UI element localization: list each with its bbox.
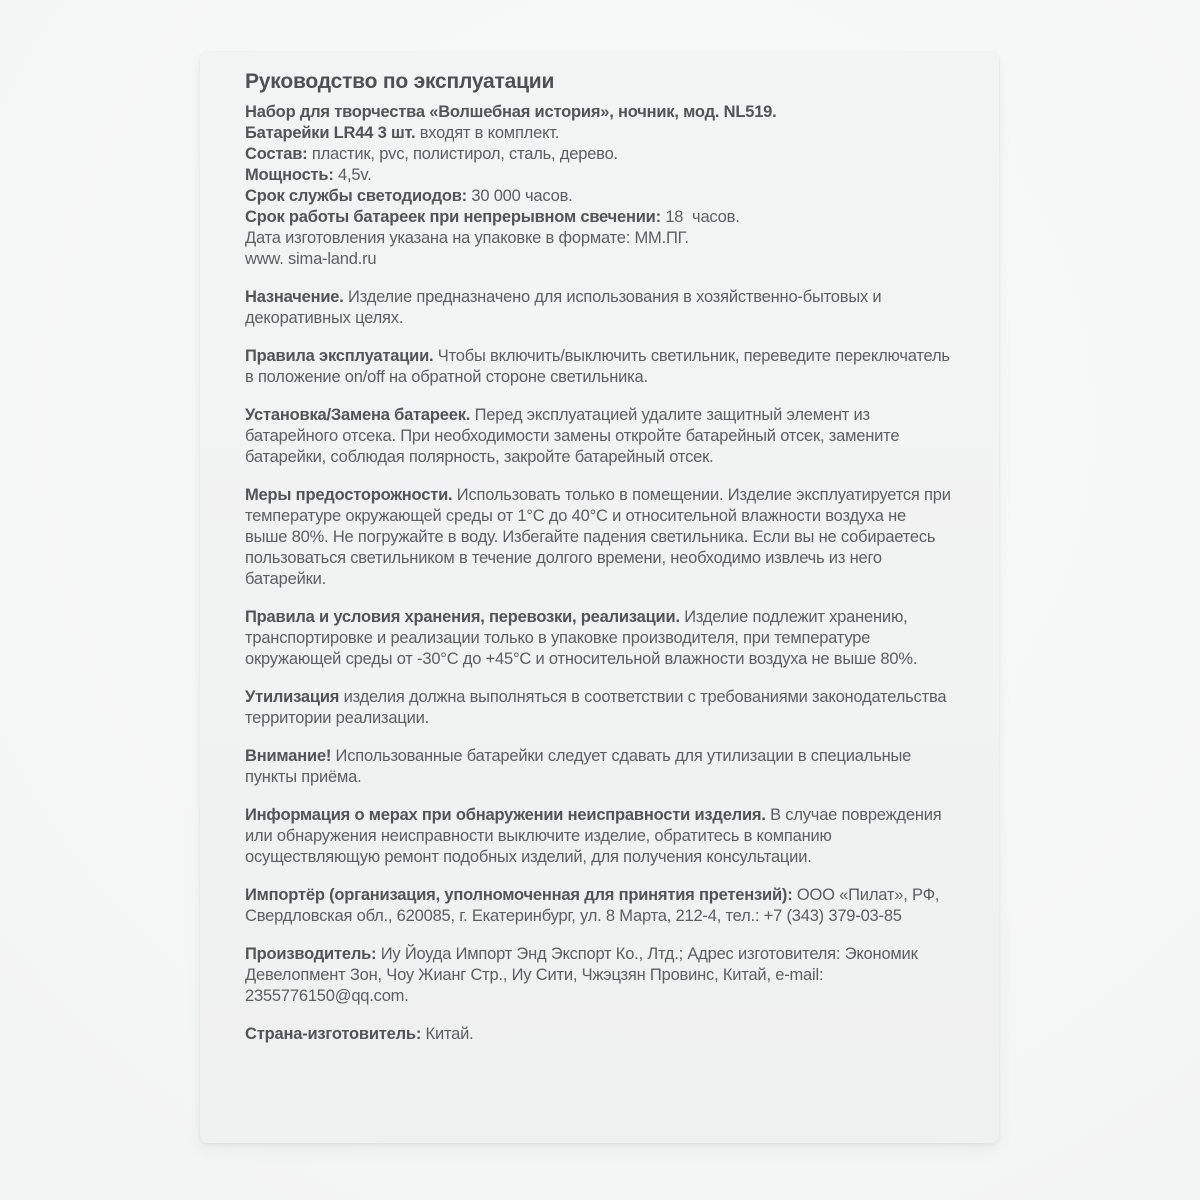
spec-value: 4,5v. xyxy=(333,166,372,184)
paragraph-heading: Информация о мерах при обнаружении неисправности изделия. xyxy=(245,806,766,824)
spec-value: 18 часов. xyxy=(660,208,740,226)
paragraph-heading: Утилизация xyxy=(245,688,340,706)
spec-label: Набор для творчества «Волшебная история», ночник, мод. NL519. xyxy=(245,103,777,121)
spec-line-power xyxy=(245,165,951,186)
paragraph-heading: Правила эксплуатации. xyxy=(245,347,434,365)
spec-value: Дата изготовления указана на упаковке в формате: ММ.ПГ. xyxy=(245,229,689,247)
paragraph-usage-rules xyxy=(245,346,955,388)
paragraph-text: Китай. xyxy=(421,1025,474,1043)
paragraph-country-of-origin xyxy=(245,1024,951,1045)
paragraph-heading: Установка/Замена батареек. xyxy=(245,406,471,424)
paragraph-text: Изделие предназначено для использования в хозяйственно-бытовых и декоративных целях. xyxy=(245,288,886,327)
spec-line-materials xyxy=(245,144,951,165)
spec-line-batteries xyxy=(245,123,951,144)
paragraph-text: изделия должна выполняться в соответствии с требованиями законодательства территории реализации. xyxy=(245,688,951,727)
paragraph-heading: Меры предосторожности. xyxy=(245,486,453,504)
spec-label: Срок службы светодиодов: xyxy=(245,187,467,205)
spec-value: пластик, pvc, полистирол, сталь, дерево. xyxy=(307,145,618,163)
paragraph-text: Использованные батарейки следует сдавать для утилизации в специальные пункты приёма. xyxy=(245,747,916,786)
paragraph-importer xyxy=(245,885,951,927)
paragraph-heading: Правила и условия хранения, перевозки, реализации. xyxy=(245,608,680,626)
paragraph-text: Перед эксплуатацией удалите защитный элемент из батарейного отсека. При необходимости замены откройте батарейный отсек, замените батарейки, соблюдая полярность, закройте батарейный отсек. xyxy=(245,406,904,466)
paragraph-battery-install xyxy=(245,405,951,468)
paragraph-manufacturer xyxy=(245,944,951,1007)
spec-value: www. sima-land.ru xyxy=(245,250,377,268)
spec-line-date-format xyxy=(245,228,951,249)
paragraph-heading: Внимание! xyxy=(245,747,332,765)
paragraph-text: Изделие подлежит хранению, транспортировке и реализации только в упаковке производителя, при температуре окружающей среды от -30°С до +45°С и относительной влажности воздуха не выше 80%. xyxy=(245,608,918,668)
paragraph-attention xyxy=(245,746,951,788)
spec-label: Срок работы батареек при непрерывном свечении: xyxy=(245,208,661,226)
paragraph-heading: Импортёр (организация, уполномоченная для принятия претензий): xyxy=(245,886,793,904)
spec-value: 30 000 часов. xyxy=(466,187,573,205)
paragraph-heading: Производитель: xyxy=(245,945,377,963)
instruction-sheet xyxy=(200,52,999,1143)
manual-title: Руководство по эксплуатации xyxy=(245,70,555,93)
paragraph-heading: Назначение. xyxy=(245,288,344,306)
paragraph-text: Чтобы включить/выключить светильник, переведите переключатель в положение on/off на обратной стороне светильника. xyxy=(245,347,955,386)
spec-line-led-life xyxy=(245,186,951,207)
paragraph-text: Использовать только в помещении. Изделие эксплуатируется при температуре окружающей среды от 1°С до 40°С и относительной влажности воздуха не выше 80%. Не погружайте в воду. Избегайте падения светильника. Если вы не собираетесь пользоваться светильником в течение долгого времени, необходимо извлечь из него батарейки. xyxy=(245,486,956,588)
paragraph-purpose xyxy=(245,287,951,329)
paragraph-text: ООО «Пилат», РФ, Свердловская обл., 620085, г. Екатеринбург, ул. 8 Марта, 212-4, тел.: +7 (343) 379-03-85 xyxy=(245,886,944,925)
spec-label: Мощность: xyxy=(245,166,334,184)
paragraph-malfunction-info xyxy=(245,805,951,868)
paragraph-disposal xyxy=(245,687,951,729)
spec-line-battery-life xyxy=(245,207,951,228)
paragraph-text: Иу Йоуда Импорт Энд Экспорт Ко., Лтд.; Адрес изготовителя: Экономик Девелопмент Зон, Чоу Жианг Стр., Иу Сити, Чжэцзян Провинс, Китай, e-mail: 2355776150@qq.com. xyxy=(245,945,922,1005)
spec-line-website xyxy=(245,249,951,270)
paragraph-precautions xyxy=(245,485,956,590)
spec-value: входят в комплект. xyxy=(415,124,560,142)
paragraph-heading: Страна-изготовитель: xyxy=(245,1025,422,1043)
paragraph-text: В случае повреждения или обнаружения неисправности выключите изделие, обратитесь в компанию осуществляющую ремонт подобных изделий, для получения консультации. xyxy=(245,806,946,866)
spec-label: Батарейки LR44 3 шт. xyxy=(245,124,416,142)
paragraph-storage-transport xyxy=(245,607,951,670)
spec-label: Состав: xyxy=(245,145,308,163)
spec-line-product xyxy=(245,102,951,123)
spec-block xyxy=(245,102,951,270)
